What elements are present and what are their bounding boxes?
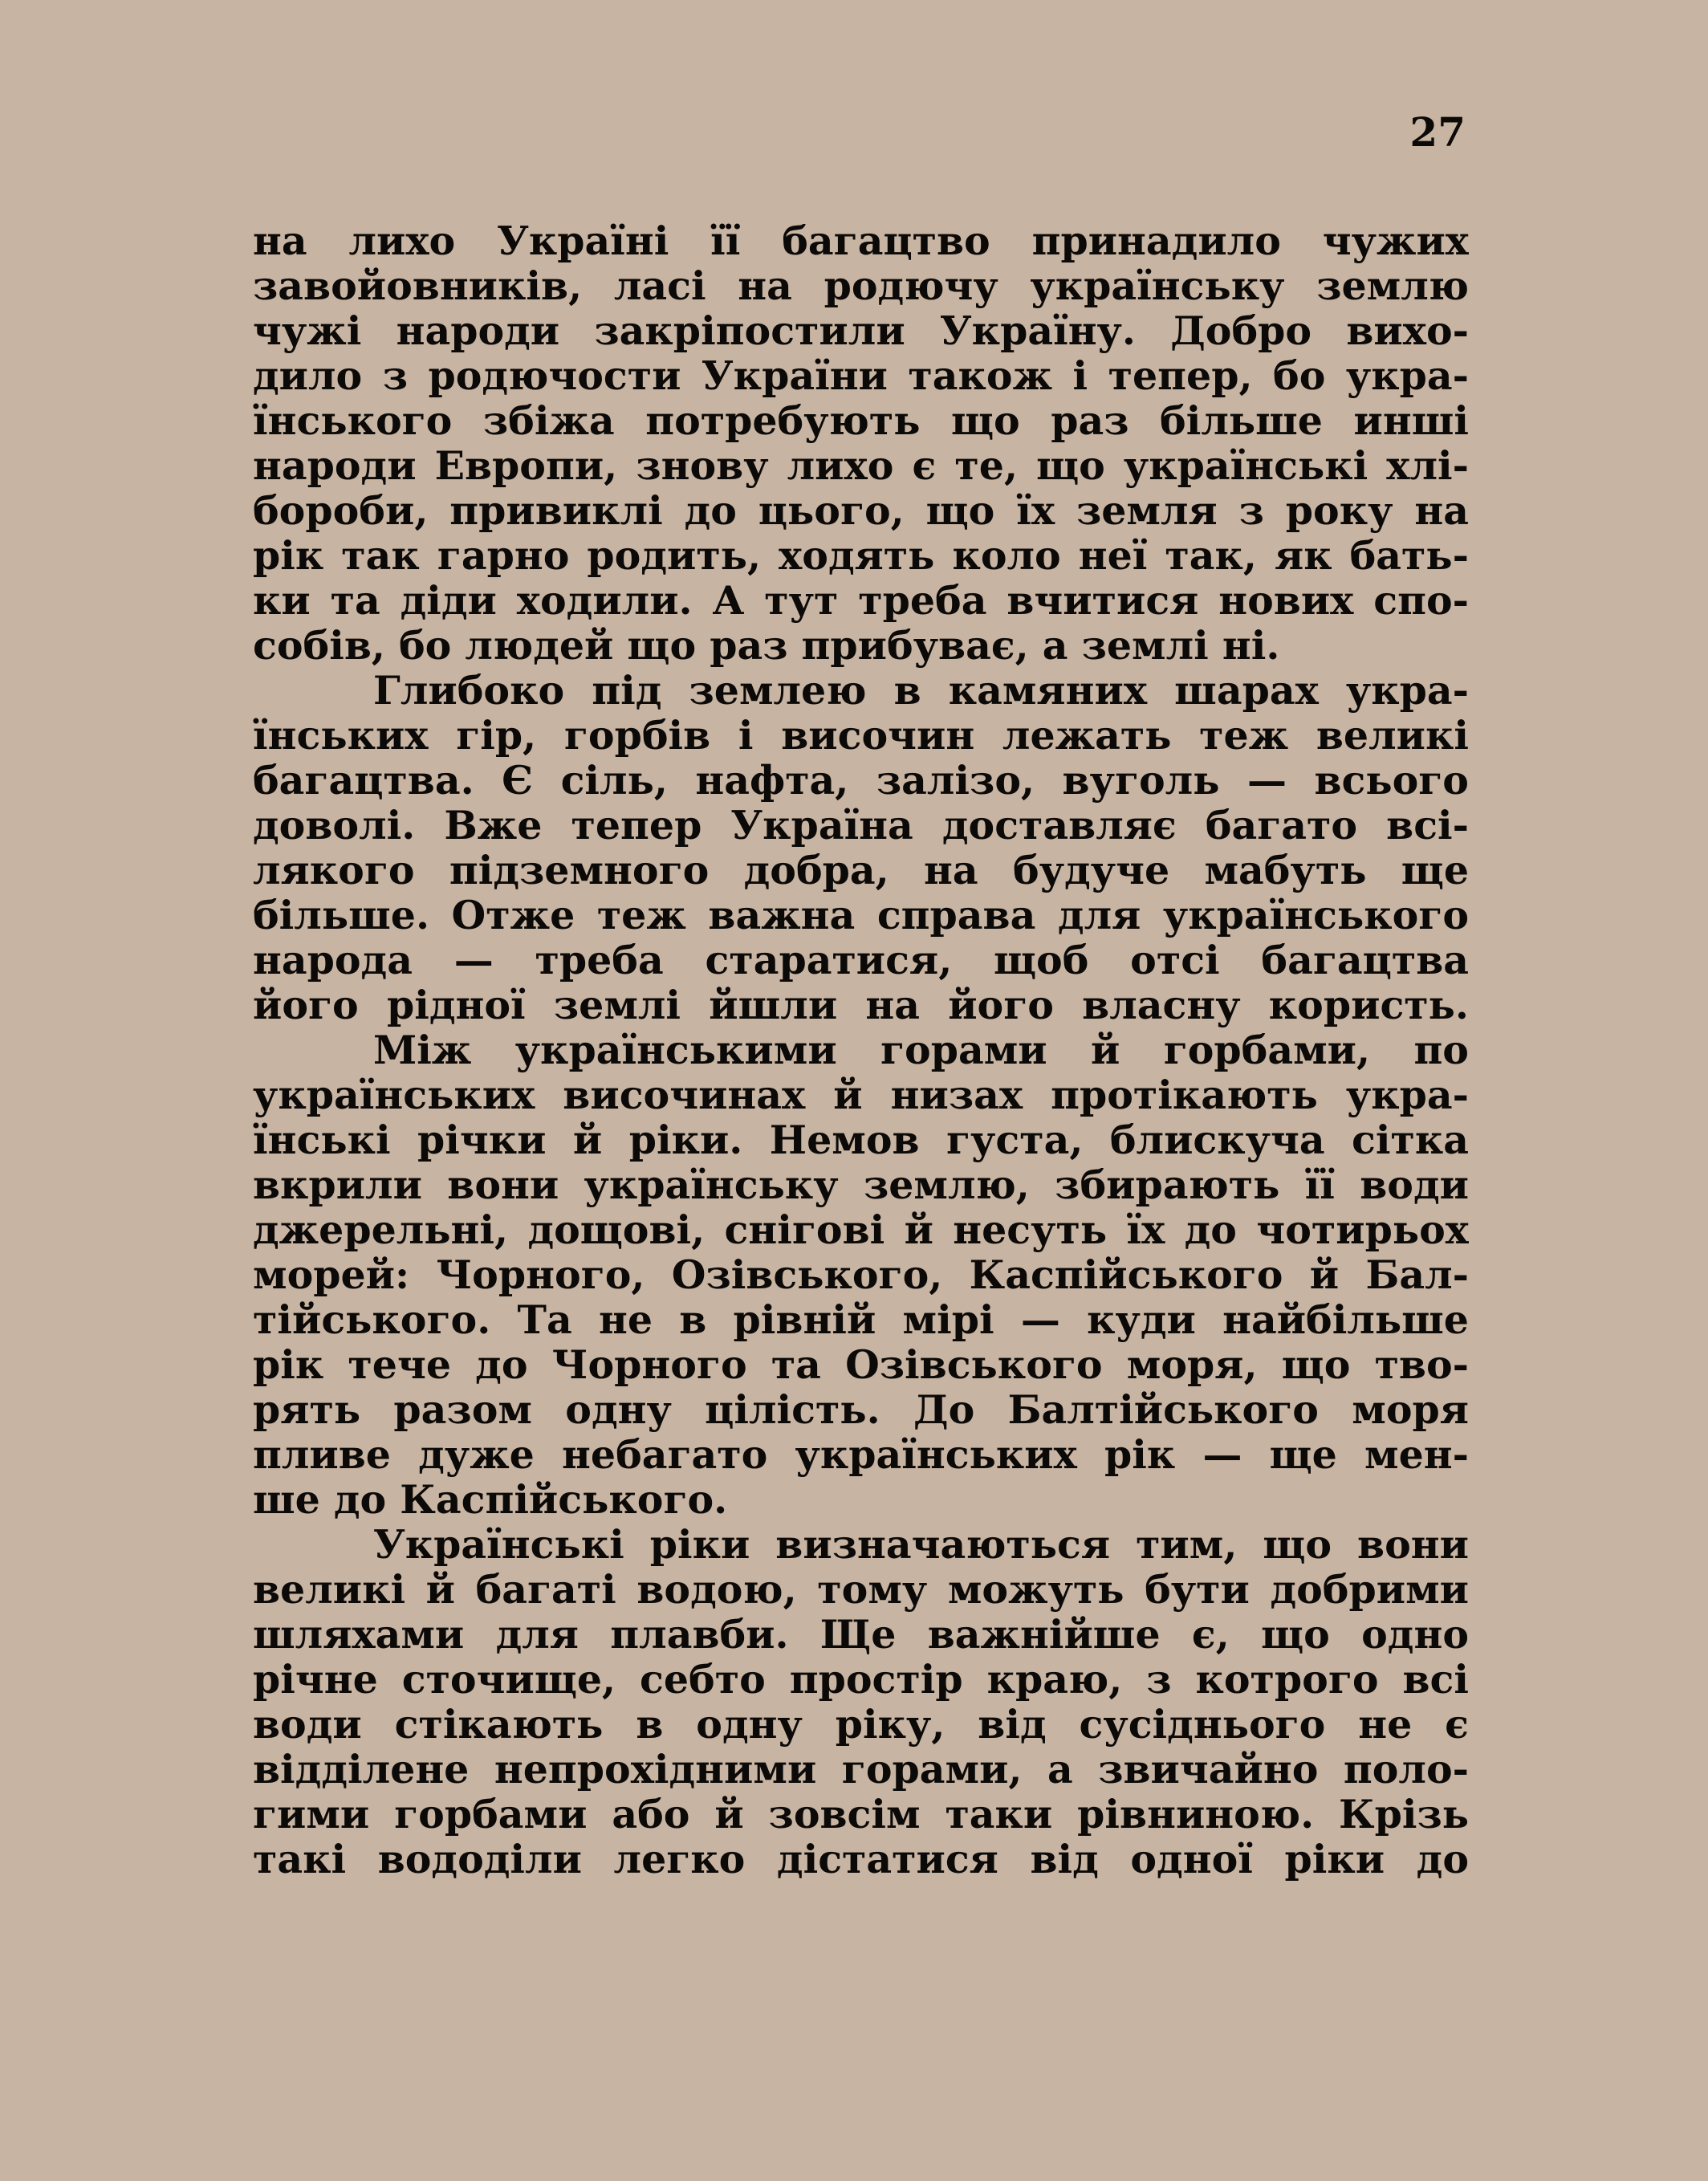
text-line: на лихо Україні її багацтво принадило чужих [253,218,1469,263]
text-line: пливе дуже небагато українських рік — ще мен- [253,1432,1469,1477]
text-line: Між українськими горами й горбами, по [373,1027,1469,1072]
text-line: рік тече до Чорного та Озівського моря, що тво- [253,1342,1469,1387]
text-line: його рідної землі йшли на його власну користь. [253,983,1469,1027]
text-line: їнського збіжа потребують що раз більше инші [253,398,1469,443]
text-line: морей: Чорного, Озівського, Каспійського й Бал- [253,1252,1469,1297]
paragraph-1 [253,218,1469,668]
text-line: завойовників, ласі на родючу українську землю [253,263,1469,308]
text-line: доволі. Вже тепер Україна доставляє багато всі- [253,803,1469,848]
text-line: шляхами для плавби. Ще важнійше є, що одно [253,1612,1469,1657]
text-line: їнські річки й ріки. Немов густа, блискуча сітка [253,1117,1469,1162]
text-line: бороби, привиклі до цього, що їх земля з року на [253,488,1469,533]
paragraph-2 [253,668,1469,1027]
text-line: чужі народи закріпостили Україну. Добро вихо- [253,308,1469,353]
text-line: річне сточище, себто простір краю, з котрого всі [253,1657,1469,1702]
text-line: відділене непрохідними горами, а звичайно поло- [253,1747,1469,1792]
text-line: їнських гір, горбів і височин лежать теж великі [253,713,1469,758]
paragraph-3 [253,1027,1469,1522]
text-line: гими горбами або й зовсім таки рівниною. Крізь [253,1792,1469,1837]
text-line: народи Европи, знову лихо є те, що українські хлі- [253,443,1469,488]
text-line: такі вододіли легко дістатися від одної ріки до [253,1837,1469,1882]
text-line: вкрили вони українську землю, збирають її води [253,1162,1469,1207]
page-text [253,218,1469,1882]
text-line: Глибоко під землею в камяних шарах укра- [373,668,1469,713]
text-line: дило з родючости України також і тепер, бо укра- [253,353,1469,398]
page-number: 27 [1409,108,1466,156]
text-line: джерельні, дощові, снігові й несуть їх до чотирьох [253,1207,1469,1252]
text-line: ше до Каспійського. [253,1477,728,1522]
text-line: рять разом одну цілість. До Балтійського моря [253,1387,1469,1432]
text-line: українських височинах й низах протікають укра- [253,1072,1469,1117]
text-line: народа — треба старатися, щоб отсі багацтва [253,938,1469,983]
text-line: ки та діди ходили. А тут треба вчитися нових спо- [253,578,1469,623]
text-line: багацтва. Є сіль, нафта, залізо, вуголь — всього [253,758,1469,803]
text-line: тійського. Та не в рівній мірі — куди найбільше [253,1297,1469,1342]
text-line: собів, бо людей що раз прибуває, а землі ні. [253,623,1280,668]
text-line: Українські ріки визначаються тим, що вони [373,1522,1469,1567]
text-line: рік так гарно родить, ходять коло неї так, як бать- [253,533,1469,578]
paragraph-4 [253,1522,1469,1882]
text-line: води стікають в одну ріку, від сусіднього не є [253,1702,1469,1747]
text-line: великі й багаті водою, тому можуть бути добрими [253,1567,1469,1612]
text-line: більше. Отже теж важна справа для українського [253,893,1469,938]
text-line: лякого підземного добра, на будуче мабуть ще [253,848,1469,893]
